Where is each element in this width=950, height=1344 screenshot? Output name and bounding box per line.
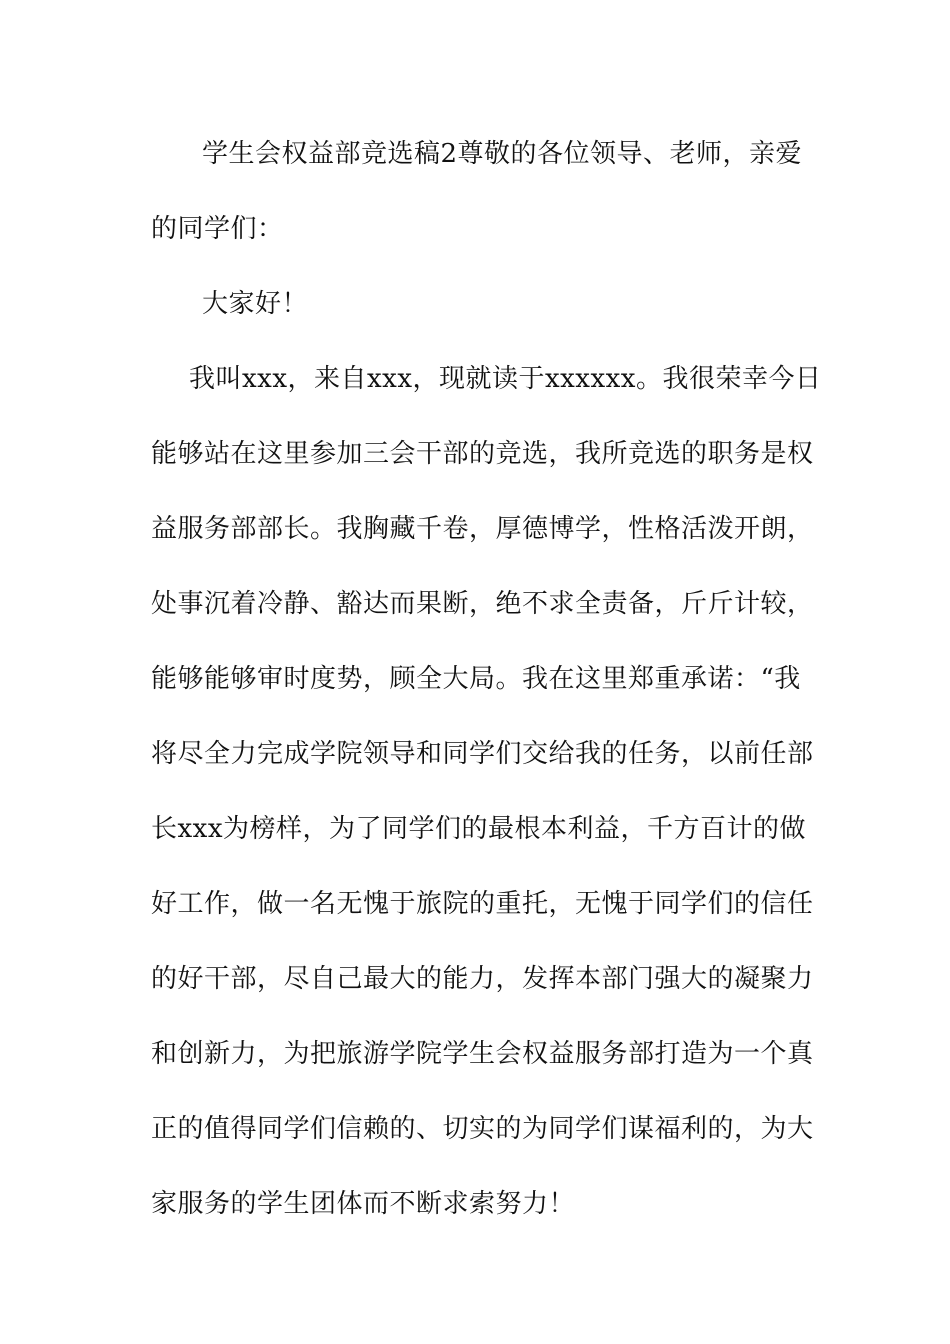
text-line-greeting-cont: 的同学们： [151,214,284,244]
text-line-body: 长xxx为榜样，为了同学们的最根本利益，千方百计的做 [151,814,806,844]
text-line-hello: 大家好！ [202,289,309,319]
text-line-body: 和创新力，为把旅游学院学生会权益服务部打造为一个真 [151,1039,814,1069]
text-line-body: 好工作，做一名无愧于旅院的重托，无愧于同学们的信任 [151,889,814,919]
text-line-body: 的好干部，尽自己最大的能力，发挥本部门强大的凝聚力 [151,964,814,994]
text-line-body: 能够能够审时度势，顾全大局。我在这里郑重承诺：“我 [151,664,801,694]
text-line-body: 将尽全力完成学院领导和同学们交给我的任务，以前任部 [151,739,814,769]
text-line-body: 家服务的学生团体而不断求索努力！ [151,1189,576,1219]
text-line-body: 处事沉着冷静、豁达而果断，绝不求全责备，斤斤计较， [151,589,814,619]
text-line-body: 正的值得同学们信赖的、切实的为同学们谋福利的，为大 [151,1114,814,1144]
text-line-body: 能够站在这里参加三会干部的竞选，我所竞选的职务是权 [151,439,814,469]
text-line-body: 我叫xxx，来自xxx，现就读于xxxxxx。我很荣幸今日 [189,364,822,394]
text-line-title-greeting: 学生会权益部竞选稿2尊敬的各位领导、老师，亲爱 [202,139,803,169]
text-line-body: 益服务部部长。我胸藏千卷，厚德博学，性格活泼开朗， [151,514,814,544]
